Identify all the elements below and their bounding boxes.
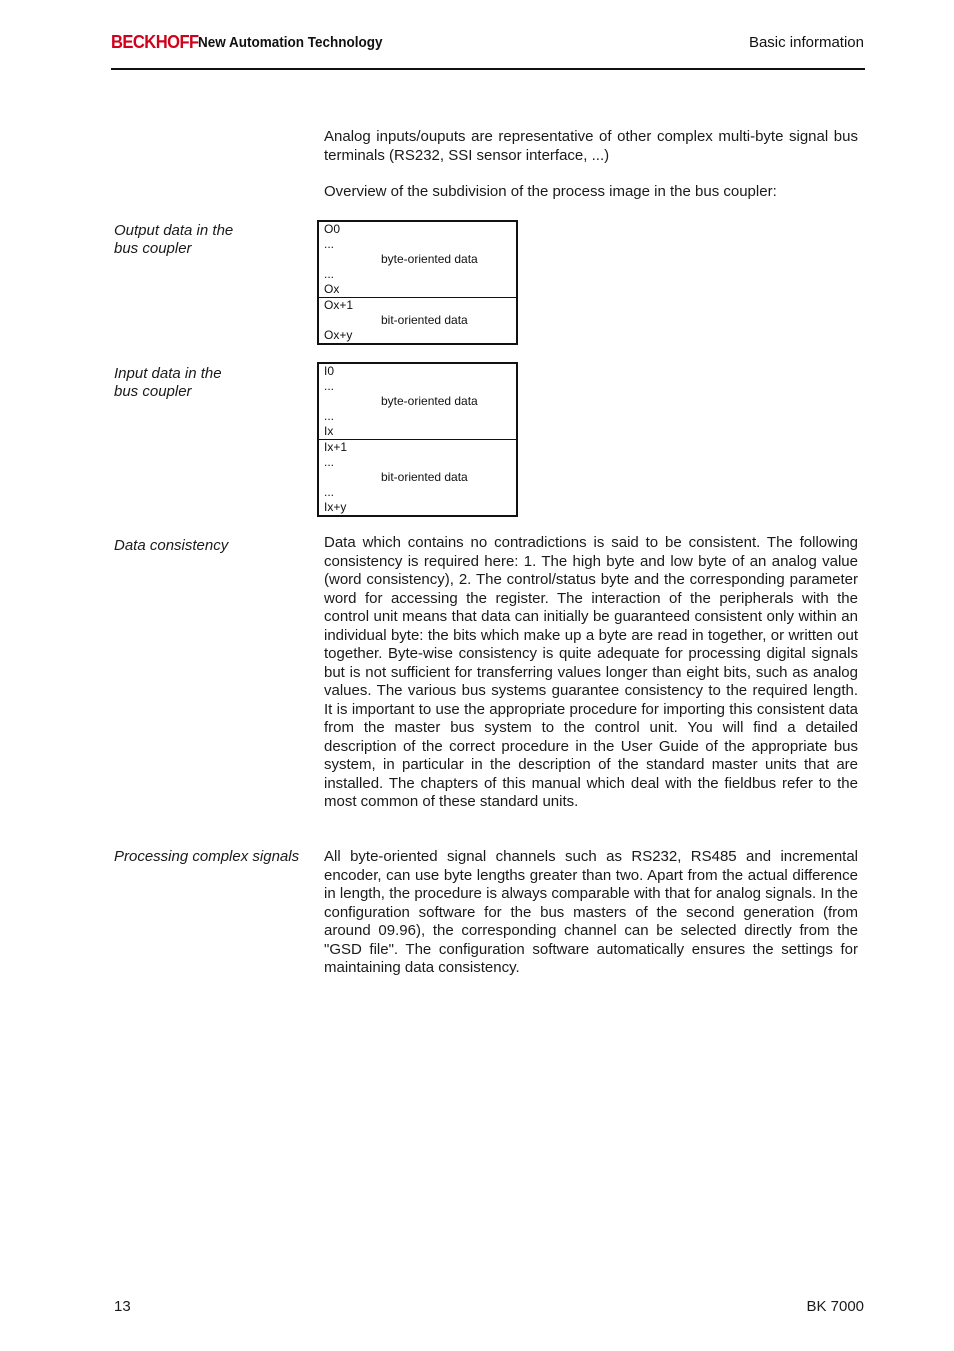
brand-tagline: New Automation Technology xyxy=(198,34,383,51)
input-bit-segment xyxy=(319,439,516,515)
box-line: Ox+y xyxy=(324,328,353,342)
output-process-image-box xyxy=(317,220,518,345)
overview-paragraph: Overview of the subdivision of the process image in the bus coupler: xyxy=(324,183,777,200)
input-byte-segment xyxy=(319,364,516,439)
box-line: Ox+1 xyxy=(324,298,354,312)
document-name: BK 7000 xyxy=(806,1298,864,1315)
brand-logo: BECKHOFF xyxy=(111,32,199,52)
complex-signals-paragraph: All byte-oriented signal channels such as RS232, RS485 and incremental encoder, can use byte lengths greater than two. Apart from the actual difference in length, the procedure is always comparable with that for analog signals. In the configuration software for the bus masters of the second generation (from around 09.96), the corresponding channel can be selected directly from the "GSD file". The configuration software automatically ensures the settings for maintaining data consistency. xyxy=(324,848,858,976)
box-line: Ix+y xyxy=(324,500,347,514)
box-line: ... xyxy=(324,237,335,251)
byte-oriented-label: byte-oriented data xyxy=(381,394,478,408)
bit-oriented-label: bit-oriented data xyxy=(381,470,468,484)
box-line: ... xyxy=(324,485,335,499)
input-process-image-box xyxy=(317,362,518,517)
page-number: 13 xyxy=(114,1298,131,1315)
data-consistency-label: Data consistency xyxy=(114,537,229,554)
output-byte-segment xyxy=(319,222,516,297)
byte-oriented-label: byte-oriented data xyxy=(381,252,478,266)
complex-signals-label: Processing complex signals xyxy=(114,848,300,865)
box-line: Ix+1 xyxy=(324,440,348,454)
box-line: Ix xyxy=(324,424,334,438)
bit-oriented-label: bit-oriented data xyxy=(381,313,468,327)
header-divider xyxy=(111,68,865,70)
box-line: Ox xyxy=(324,282,340,296)
box-line: ... xyxy=(324,379,335,393)
box-line: I0 xyxy=(324,364,335,378)
section-title: Basic information xyxy=(748,34,864,51)
box-line: O0 xyxy=(324,222,341,236)
box-line: ... xyxy=(324,409,335,423)
box-line: ... xyxy=(324,455,335,469)
output-data-label: Output data in the bus coupler xyxy=(114,222,234,257)
input-data-label: Input data in the bus coupler xyxy=(114,365,222,400)
data-consistency-paragraph: Data which contains no contradictions is said to be consistent. The following consistency is required here: 1. The high byte and low byte of an analog value (word consistency), 2. The control/status byte and the corresponding parameter word for accessing the register. The interaction of the peripherals with the control unit means that data can initially be guaranteed consistent only within an individual byte: the bits which make up a byte are read in together, or written out together. Byte-wise consistency is quite adequate for processing digital signals but is not sufficient for transferring values longer than eight bits, such as analog values. The various bus systems guarantee consistency to the required length. It is important to use the appropriate procedure for importing this consistent data from the master bus system to the control unit. You will find a detailed description of the correct procedure in the User Guide of the appropriate bus system, in particular in the description of the standard master units that are installed. The chapters of this manual which deal with the fieldbus refer to the most common of these standard units. xyxy=(324,534,858,810)
box-line: ... xyxy=(324,267,335,281)
intro-paragraph: Analog inputs/ouputs are representative of other complex multi-byte signal bus terminals (RS232, SSI sensor interface, ...) xyxy=(324,128,858,164)
output-bit-segment xyxy=(319,297,516,343)
